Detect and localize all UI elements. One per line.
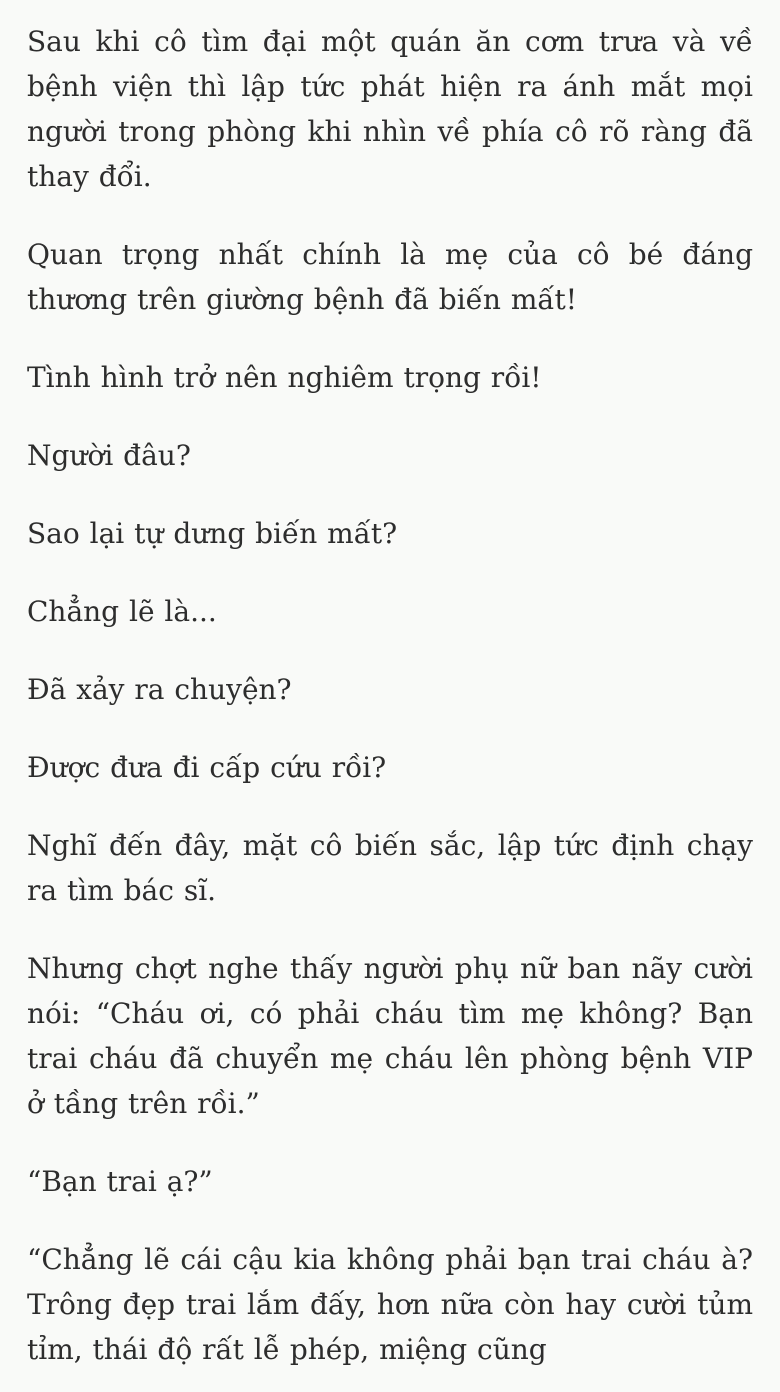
paragraph: Chẳng lẽ là... — [27, 595, 217, 628]
paragraph: Được đưa đi cấp cứu rồi? — [27, 751, 387, 784]
paragraph: Tình hình trở nên nghiêm trọng rồi! — [27, 361, 542, 394]
chapter-text — [27, 19, 753, 1372]
paragraph: Quan trọng nhất chính là mẹ của cô bé đáng thương trên giường bệnh đã biến mất! — [27, 238, 753, 316]
paragraph: “Bạn trai ạ?” — [27, 1165, 213, 1198]
paragraph: Đã xảy ra chuyện? — [27, 673, 292, 706]
paragraph: Người đâu? — [27, 439, 191, 472]
paragraph: Sau khi cô tìm đại một quán ăn cơm trưa và về bệnh viện thì lập tức phát hiện ra ánh mắt mọi người trong phòng khi nhìn về phía cô rõ ràng đã thay đổi. — [27, 25, 753, 193]
paragraph: Sao lại tự dưng biến mất? — [27, 517, 398, 550]
paragraph: “Chẳng lẽ cái cậu kia không phải bạn trai cháu à? Trông đẹp trai lắm đấy, hơn nữa còn hay cười tủm tỉm, thái độ rất lễ phép, miệng cũng — [27, 1243, 753, 1366]
paragraph: Nghĩ đến đây, mặt cô biến sắc, lập tức định chạy ra tìm bác sĩ. — [27, 829, 753, 907]
paragraph: Nhưng chợt nghe thấy người phụ nữ ban nãy cười nói: “Cháu ơi, có phải cháu tìm mẹ không? Bạn trai cháu đã chuyển mẹ cháu lên phòng bệnh VIP ở tầng trên rồi.” — [27, 952, 753, 1120]
